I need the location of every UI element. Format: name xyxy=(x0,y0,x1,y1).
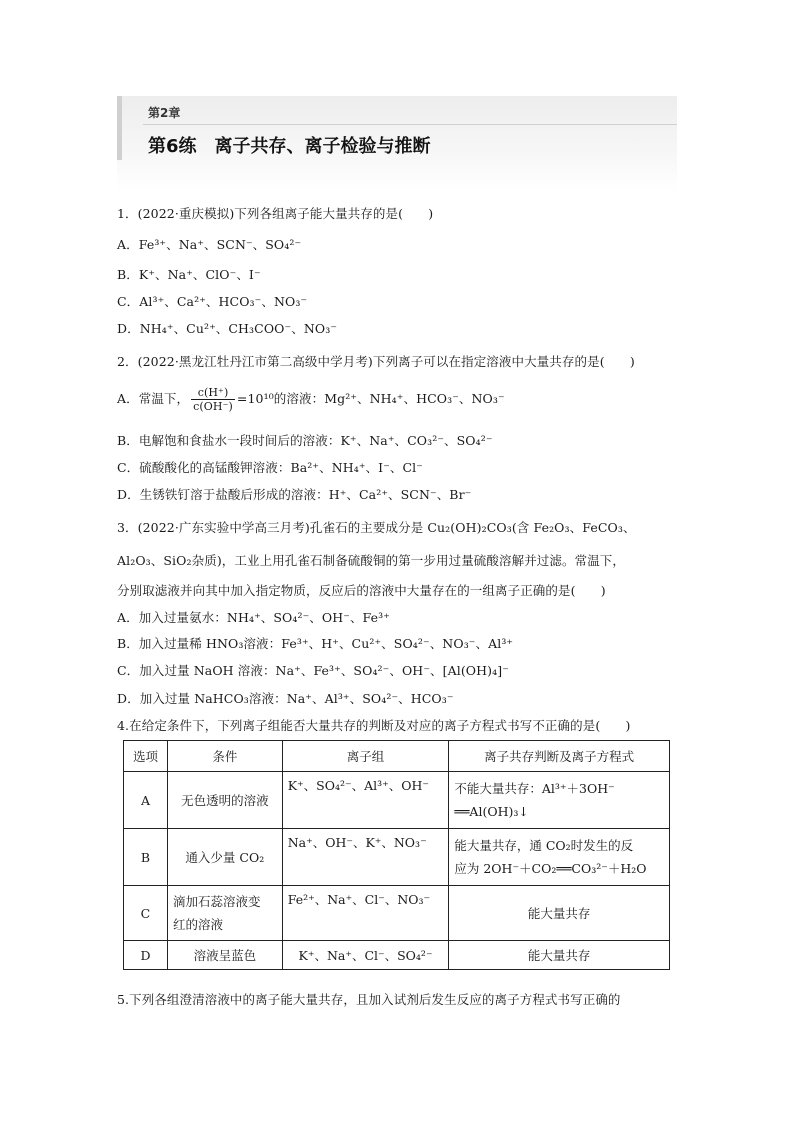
row-judgement xyxy=(449,829,670,886)
header-judgement: 离子共存判断及离子方程式 xyxy=(449,741,670,772)
q3-option-c: C．加入过量 NaOH 溶液：Na⁺、Fe³⁺、SO₄²⁻、OH⁻、[Al(OH)₄]⁻ xyxy=(117,663,509,678)
row-option: B xyxy=(124,829,168,886)
q1-stem: 1．(2022·重庆模拟)下列各组离子能大量共存的是( ) xyxy=(117,206,434,221)
row-judgement-line-1: 能大量共存，通 CO₂时发生的反 xyxy=(454,838,634,853)
q1-option-c: C．Al³⁺、Ca²⁺、HCO₃⁻、NO₃⁻ xyxy=(117,294,308,309)
row-ions: K⁺、Na⁺、Cl⁻、SO₄²⁻ xyxy=(282,941,449,970)
q2-option-a-prefix: A．常温下， xyxy=(117,391,190,406)
q4-stem: 4.在给定条件下，下列离子组能否大量共存的判断及对应的离子方程式书写不正确的是( ) xyxy=(117,718,631,733)
table-header-row xyxy=(124,741,670,772)
table-row xyxy=(124,829,670,886)
q1-option-b: B．K⁺、Na⁺、ClO⁻、I⁻ xyxy=(117,267,261,282)
row-ions: K⁺、SO₄²⁻、Al³⁺、OH⁻ xyxy=(282,772,449,829)
header-accent-bar xyxy=(117,96,122,160)
row-condition-line-2: 红的溶液 xyxy=(172,917,223,932)
row-condition xyxy=(167,886,282,941)
q3-option-a: A．加入过量氨水：NH₄⁺、SO₄²⁻、OH⁻、Fe³⁺ xyxy=(117,610,390,625)
q3-stem-line-1: 3．(2022·广东实验中学高三月考)孔雀石的主要成分是 Cu₂(OH)₂CO₃(含 Fe₂O₃、FeCO₃、 xyxy=(117,520,636,535)
q2-fraction xyxy=(191,386,235,413)
row-condition-line-1: 滴加石蕊溶液变 xyxy=(172,894,261,909)
q3-option-b: B．加入过量稀 HNO₃溶液：Fe³⁺、H⁺、Cu²⁺、SO₄²⁻、NO₃⁻、Al³⁺ xyxy=(117,636,514,651)
q5-stem: 5.下列各组澄清溶液中的离子能大量共存，且加入试剂后发生反应的离子方程式书写正确的 xyxy=(117,992,621,1007)
row-option: A xyxy=(124,772,168,829)
row-condition: 无色透明的溶液 xyxy=(167,772,282,829)
row-judgement xyxy=(449,772,670,829)
row-option: D xyxy=(124,941,168,970)
q2-option-a-suffix: =10¹⁰的溶液：Mg²⁺、NH₄⁺、HCO₃⁻、NO₃⁻ xyxy=(236,391,505,406)
row-option: C xyxy=(124,886,168,941)
q2-option-a xyxy=(117,386,505,413)
q3-stem-line-2: Al₂O₃、SiO₂杂质)，工业上用孔雀石制备硫酸铜的第一步用过量硫酸溶解并过滤。常温下， xyxy=(117,553,625,568)
header-divider xyxy=(143,124,677,125)
q2-option-c: C．硫酸酸化的高锰酸钾溶液：Ba²⁺、NH₄⁺、I⁻、Cl⁻ xyxy=(117,460,423,475)
row-judgement: 能大量共存 xyxy=(449,941,670,970)
header-option: 选项 xyxy=(124,741,168,772)
row-judgement: 能大量共存 xyxy=(449,886,670,941)
row-judgement-line-2: 应为 2OH⁻＋CO₂══CO₃²⁻＋H₂O xyxy=(454,861,647,876)
q2-fraction-numerator: c(H⁺) xyxy=(191,386,235,400)
q3-stem-line-3: 分别取滤液并向其中加入指定物质，反应后的溶液中大量存在的一组离子正确的是( ) xyxy=(117,583,606,598)
q2-fraction-denominator: c(OH⁻) xyxy=(193,400,233,413)
table-row xyxy=(124,772,670,829)
row-ions: Na⁺、OH⁻、K⁺、NO₃⁻ xyxy=(282,829,449,886)
q2-option-b: B．电解饱和食盐水一段时间后的溶液：K⁺、Na⁺、CO₃²⁻、SO₄²⁻ xyxy=(117,433,493,448)
q2-option-d: D．生锈铁钉溶于盐酸后形成的溶液：H⁺、Ca²⁺、SCN⁻、Br⁻ xyxy=(117,487,472,502)
row-condition: 溶液呈蓝色 xyxy=(167,941,282,970)
table-row xyxy=(124,941,670,970)
row-condition: 通入少量 CO₂ xyxy=(167,829,282,886)
header-condition: 条件 xyxy=(167,741,282,772)
page-title: 第6练 离子共存、离子检验与推断 xyxy=(148,136,431,157)
table-row xyxy=(124,886,670,941)
q1-option-d: D．NH₄⁺、Cu²⁺、CH₃COO⁻、NO₃⁻ xyxy=(117,321,338,336)
row-ions: Fe²⁺、Na⁺、Cl⁻、NO₃⁻ xyxy=(282,886,449,941)
chapter-label: 第2章 xyxy=(148,106,181,120)
q1-option-a: A．Fe³⁺、Na⁺、SCN⁻、SO₄²⁻ xyxy=(117,237,302,252)
q2-stem: 2．(2022·黑龙江牡丹江市第二高级中学月考)下列离子可以在指定溶液中大量共存的是( ) xyxy=(117,354,635,369)
header-ions: 离子组 xyxy=(282,741,449,772)
row-judgement-line-2: ══Al(OH)₃↓ xyxy=(454,804,529,819)
q4-table xyxy=(123,740,670,970)
q3-option-d: D．加入过量 NaHCO₃溶液：Na⁺、Al³⁺、SO₄²⁻、HCO₃⁻ xyxy=(117,691,454,706)
chapter-header xyxy=(117,96,677,192)
row-judgement-line-1: 不能大量共存：Al³⁺＋3OH⁻ xyxy=(454,781,615,796)
